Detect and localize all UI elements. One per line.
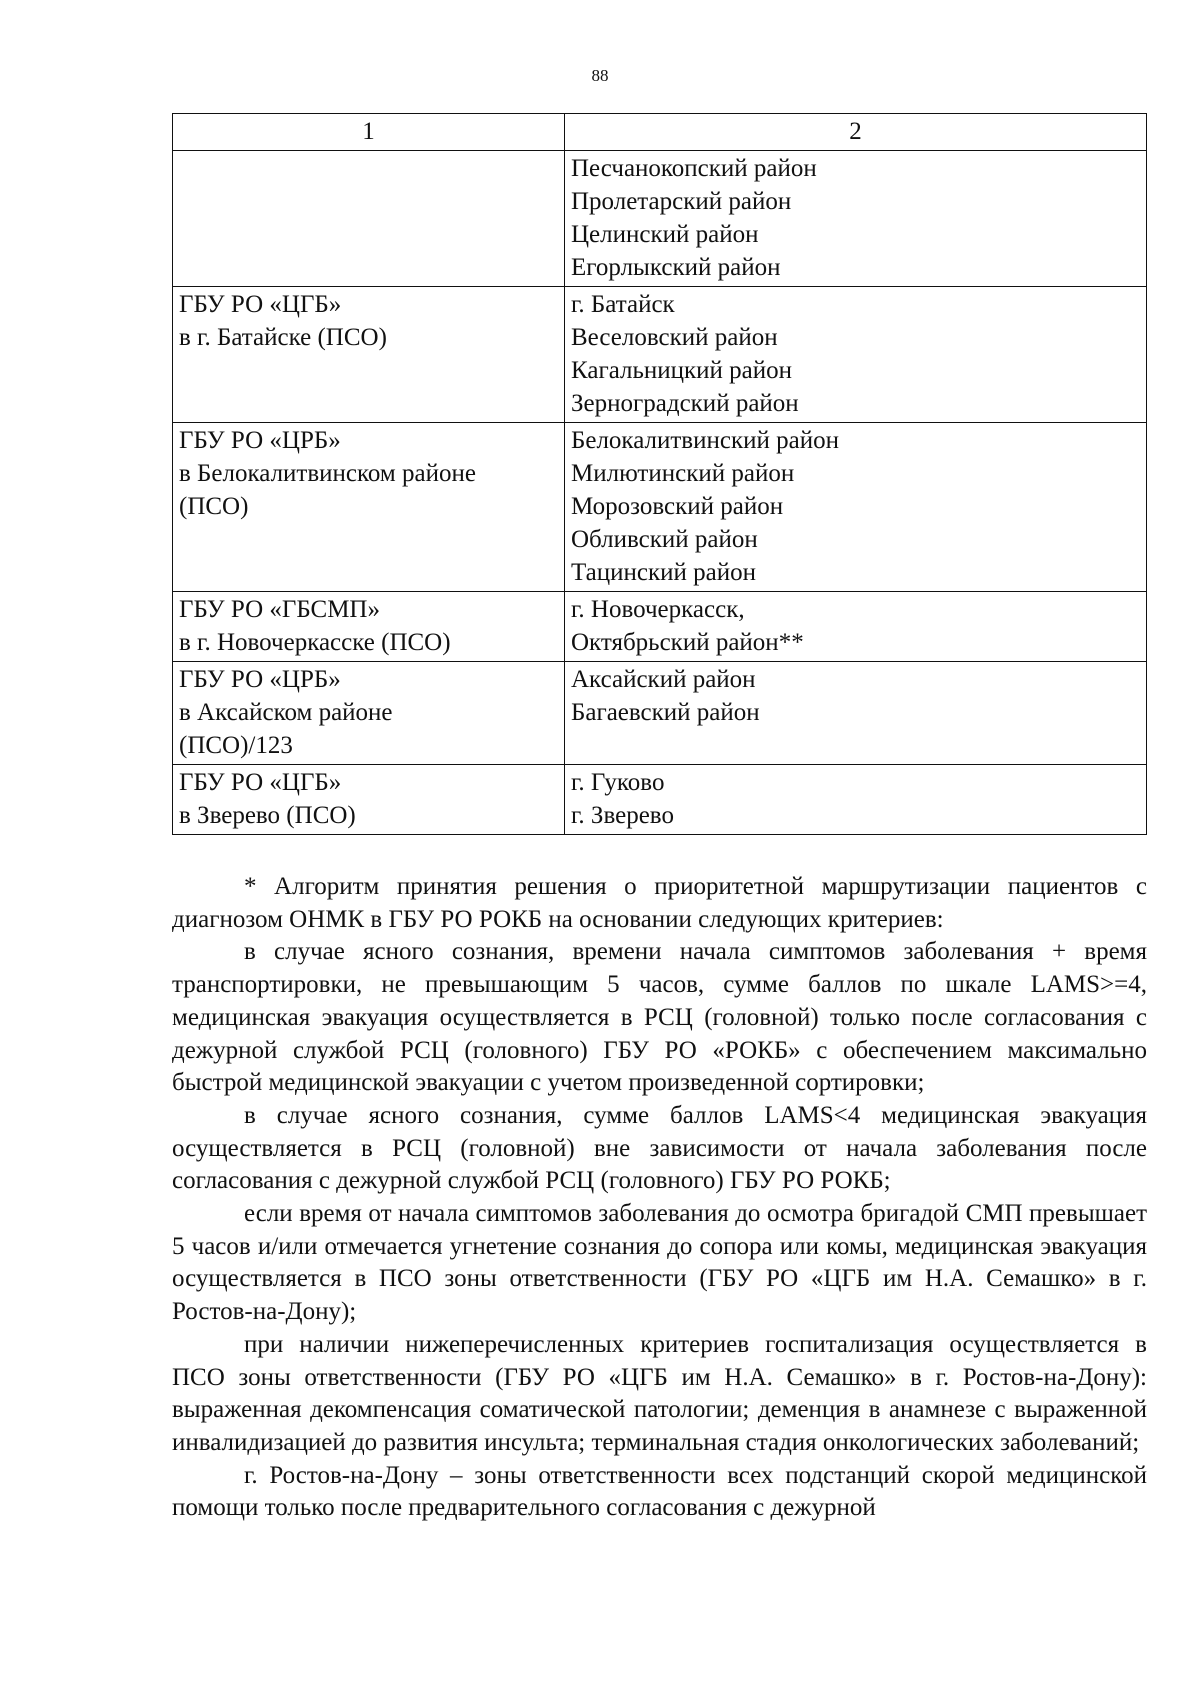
facility-line: (ПСО) (179, 493, 249, 520)
table-header-row (173, 114, 1147, 151)
zones-cell (565, 765, 1147, 835)
footnote-text (172, 871, 1147, 1525)
zone-line: Багаевский район (571, 699, 760, 726)
column-header-2: 2 (565, 114, 1147, 151)
facility-line: ГБУ РО «ЦГБ» (179, 769, 342, 796)
zones-cell (565, 287, 1147, 423)
zone-line: Морозовский район (571, 493, 784, 520)
zone-line: г. Гуково (571, 769, 665, 796)
zones-cell (565, 592, 1147, 662)
facility-line: в Белокалитвинском районе (179, 460, 476, 487)
zone-line: Тацинский район (571, 559, 756, 586)
zone-line: г. Батайск (571, 291, 675, 318)
column-header-1: 1 (173, 114, 565, 151)
zone-line: Аксайский район (571, 666, 756, 693)
routing-table (172, 113, 1147, 835)
zone-line: Пролетарский район (571, 188, 792, 215)
facility-cell (173, 765, 565, 835)
zone-line: Веселовский район (571, 324, 778, 351)
facility-cell (173, 662, 565, 765)
facility-cell (173, 151, 565, 287)
facility-line: (ПСО)/123 (179, 732, 293, 759)
zone-line: Зерноградский район (571, 390, 799, 417)
facility-line: ГБУ РО «ЦГБ» (179, 291, 342, 318)
footnote-paragraph: при наличии нижеперечисленных критериев госпитализация осуществляется в ПСО зоны ответственности (ГБУ РО «ЦГБ им Н.А. Семашко» в г. Ростов-на-Дону): выраженная декомпенсация соматической патологии; деменция в анамнезе с выраженной инвалидизацией до развития инсульта; терминальная стадия онкологических заболеваний; (172, 1330, 1147, 1456)
facility-line: ГБУ РО «ЦРБ» (179, 427, 341, 454)
facility-line: в Аксайском районе (179, 699, 393, 726)
zone-line: Кагальницкий район (571, 357, 793, 384)
zone-line: Милютинский район (571, 460, 795, 487)
table-row (173, 592, 1147, 662)
facility-cell (173, 287, 565, 423)
footnote-paragraph: * Алгоритм принятия решения о приоритетной маршрутизации пациентов с диагнозом ОНМК в ГБУ РО РОКБ на основании следующих критериев: (172, 873, 1147, 933)
page-number: 88 (591, 66, 609, 85)
zone-line: Обливский район (571, 526, 758, 553)
zones-cell (565, 151, 1147, 287)
table-row (173, 765, 1147, 835)
zone-line: Егорлыкский район (571, 254, 781, 281)
facility-line: в Зверево (ПСО) (179, 802, 356, 829)
facility-cell (173, 423, 565, 592)
facility-line: ГБУ РО «ЦРБ» (179, 666, 341, 693)
table-row (173, 151, 1147, 287)
zone-line: г. Новочеркасск, (571, 596, 745, 623)
table-row (173, 287, 1147, 423)
footnote-paragraph: г. Ростов-на-Дону – зоны ответственности всех подстанций скорой медицинской помощи только после предварительного согласования с дежурной (172, 1461, 1147, 1522)
facility-line: ГБУ РО «ГБСМП» (179, 596, 380, 623)
facility-line: в г. Батайске (ПСО) (179, 324, 387, 351)
facility-line: в г. Новочеркасске (ПСО) (179, 629, 451, 656)
table-row (173, 423, 1147, 592)
zone-line: Белокалитвинский район (571, 427, 839, 454)
zones-cell (565, 662, 1147, 765)
footnote-paragraph: если время от начала симптомов заболевания до осмотра бригадой СМП превышает 5 часов и/или отмечается угнетение сознания до сопора или комы, медицинская эвакуация осуществляется в ПСО зоны ответственности (ГБУ РО «ЦГБ им Н.А. Семашко» в г. Ростов-на-Дону); (172, 1200, 1147, 1326)
facility-cell (173, 592, 565, 662)
zone-line: Песчанокопский район (571, 155, 817, 182)
table-row (173, 662, 1147, 765)
zone-line: Целинский район (571, 221, 759, 248)
zone-line: Октябрьский район** (571, 629, 804, 656)
footnote-paragraph: в случае ясного сознания, сумме баллов LAMS<4 медицинская эвакуация осуществляется в РСЦ (головной) вне зависимости от начала заболевания после согласования с дежурной службой РСЦ (головного) ГБУ РО РОКБ; (172, 1101, 1147, 1195)
footnote-paragraph: в случае ясного сознания, времени начала симптомов заболевания + время транспортировки, не превышающим 5 часов, сумме баллов по шкале LAMS>=4, медицинская эвакуация осуществляется в РСЦ (головной) только после согласования с дежурной службой РСЦ (головного) ГБУ РО «РОКБ» с обеспечением максимально быстрой медицинской эвакуации с учетом произведенной сортировки; (172, 938, 1147, 1097)
zones-cell (565, 423, 1147, 592)
zone-line: г. Зверево (571, 802, 674, 829)
